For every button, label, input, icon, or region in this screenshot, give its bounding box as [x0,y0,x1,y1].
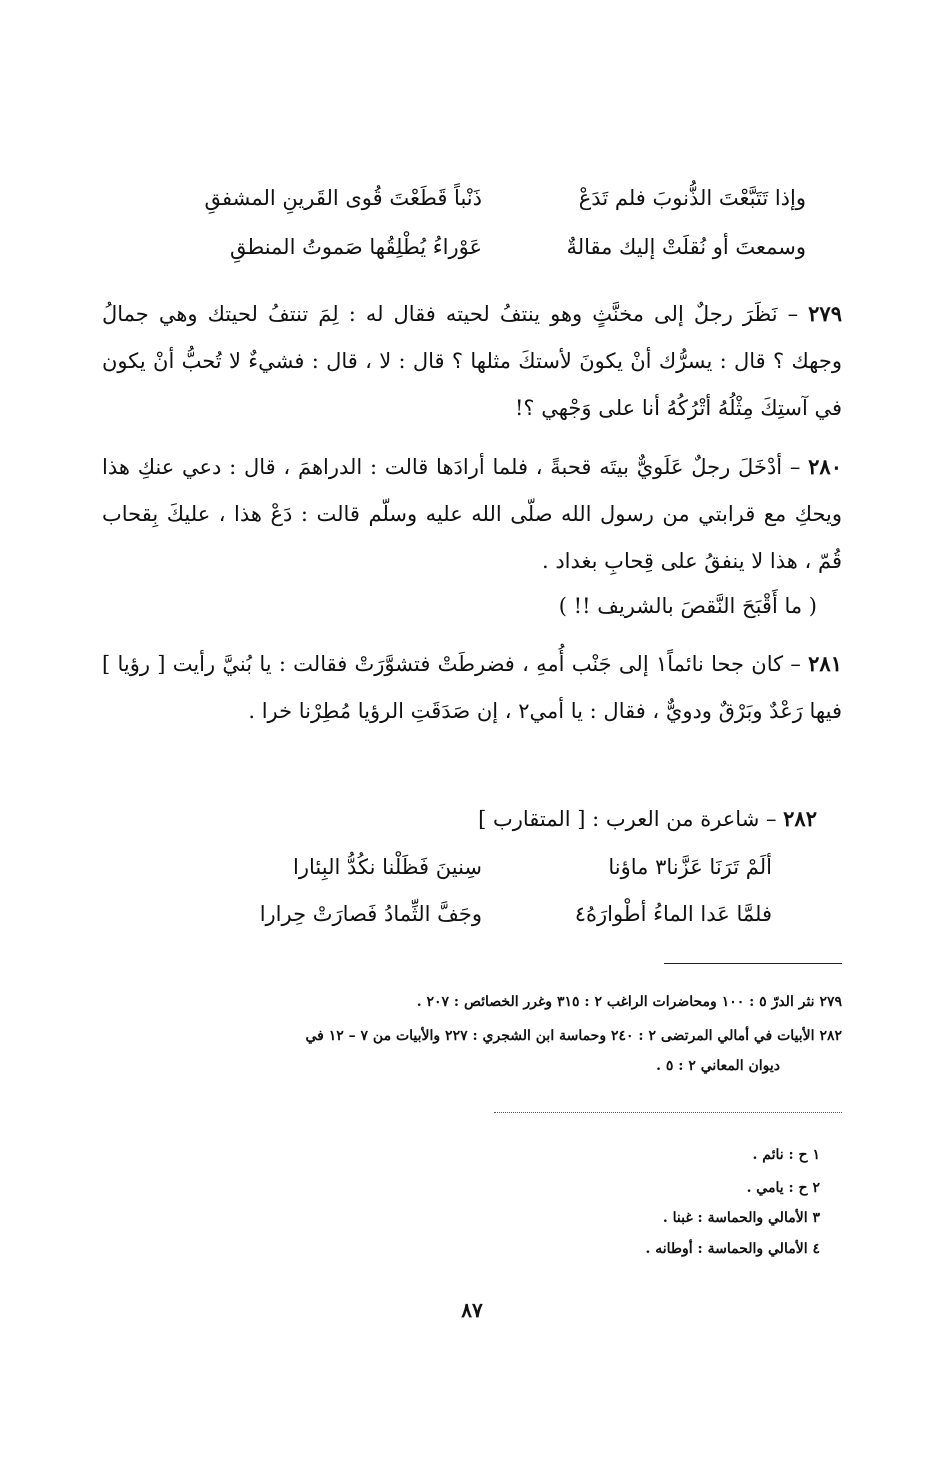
entry-280-tail [102,583,817,630]
entry-280-text: – أدْخَلَ رجلٌ عَلَويٌّ بيتَه قحبةً ، فلما أرادَها قالت : الدراهمَ ، قال : دعي عنكِ هذا ويحكِ مع قرابتي من رسول الله صلّى الله عليه وسلّم قالت : دَعْ هذا ، عليكَ بِقحاب قُمّ ، هذا لا ينفقُ على قِحابِ بغداد . [102,455,842,573]
entry-280 [102,443,842,585]
verse-2-second-hemistich: عَوْراءُ يُطْلِقُها صَموتُ المنطقِ [229,235,482,259]
footnote-separator [664,963,842,964]
notes-separator [494,1112,842,1113]
source-line-2: ٢٨٢ الأبيات في أمالي المرتضى ٢ : ٢٤٠ وحماسة ابن الشجري : ٢٢٧ والأبيات من ٧ – ١٢ في [305,1028,842,1044]
note-4: ٤ الأمالي والحماسة : أوطانه . [645,1241,820,1257]
verse-3-first-hemistich: ألَمْ تَرَنَا عَزَّنا٣ ماؤنا [608,855,772,879]
verse-line-1 [0,186,944,216]
source-line-3: ديوان المعاني ٢ : ٥ . [656,1058,780,1074]
page-number: ٨٧ [461,1298,483,1322]
verse-line-3 [0,855,944,885]
verse-1-second-hemistich: ذَنْباً قَطَعْتَ قُوى القَرينِ المشفقِ [204,186,482,210]
entry-281-text: – كان جحا نائماً١ إلى جَنْب أُمهِ ، فضرطَتْ فتشوَّرَتْ فقالت : يا بُنيَّ رأيت [ رؤيا ] فيها رَعْدٌ وبَرْقٌ ودويٌّ ، فقال : يا أمي٢ ، إن صَدَقَتِ الرؤيا مُطِرْنا خرا . [102,652,842,723]
verse-line-2 [0,235,944,265]
verse-2-first-hemistich: وسمعتَ أو نُقلَتْ إليك مقالةٌ [566,235,806,259]
note-3: ٣ الأمالي والحماسة : غبنا . [662,1210,820,1226]
source-line-1: ٢٧٩ نثر الدرّ ٥ : ١٠٠ ومحاضرات الراغب ٢ : ٣١٥ وغرر الخصائص : ٢٠٧ . [416,994,842,1010]
note-2: ٢ ح : يامي . [746,1180,820,1196]
verse-1-first-hemistich: وإذا تَتَبَّعْتَ الذُّنوبَ فلم تَدَعْ [578,186,806,210]
verse-3-second-hemistich: سِنينَ فَظَلْنا نكُدُّ البِئارا [293,855,482,879]
entry-279-text: – نَظَرَ رجلٌ إلى مخنَّثٍ وهو ينتفُ لحيته فقال له : لِمَ تنتفُ لحيتك وهي جمالُ وجهك ؟ قال : يسرُّك أنْ يكونَ لأستكَ مثلها ؟ قال : لا ، قال : فشيءٌ لا تُحبُّ أنْ يكون في آستِكَ مِثْلُهُ أتْرُكُهُ أنا على وَجْهي ؟! [102,302,842,420]
verse-4-second-hemistich: وجَفَّ الثِّمادُ فَصارَتْ حِرارا [259,902,482,926]
verse-line-4 [0,902,944,932]
entry-280-tail-text: ( ما أَقْبَحَ النَّقصَ بالشريف !! ) [558,594,817,618]
entry-281 [102,640,842,735]
entry-282-text: – شاعرة من العرب : [ المتقارب ] [478,807,784,831]
verse-4-first-hemistich: فلمَّا عَدا الماءُ أطْوارَهُ٤ [574,902,772,926]
entry-282 [102,795,817,843]
note-1: ١ ح : نائم . [752,1147,820,1163]
entry-279 [102,290,842,432]
entry-279-number: ٢٧٩ [808,301,842,326]
entry-282-number: ٢٨٢ [783,806,817,831]
entry-280-number: ٢٨٠ [808,454,842,479]
entry-281-number: ٢٨١ [808,651,842,676]
